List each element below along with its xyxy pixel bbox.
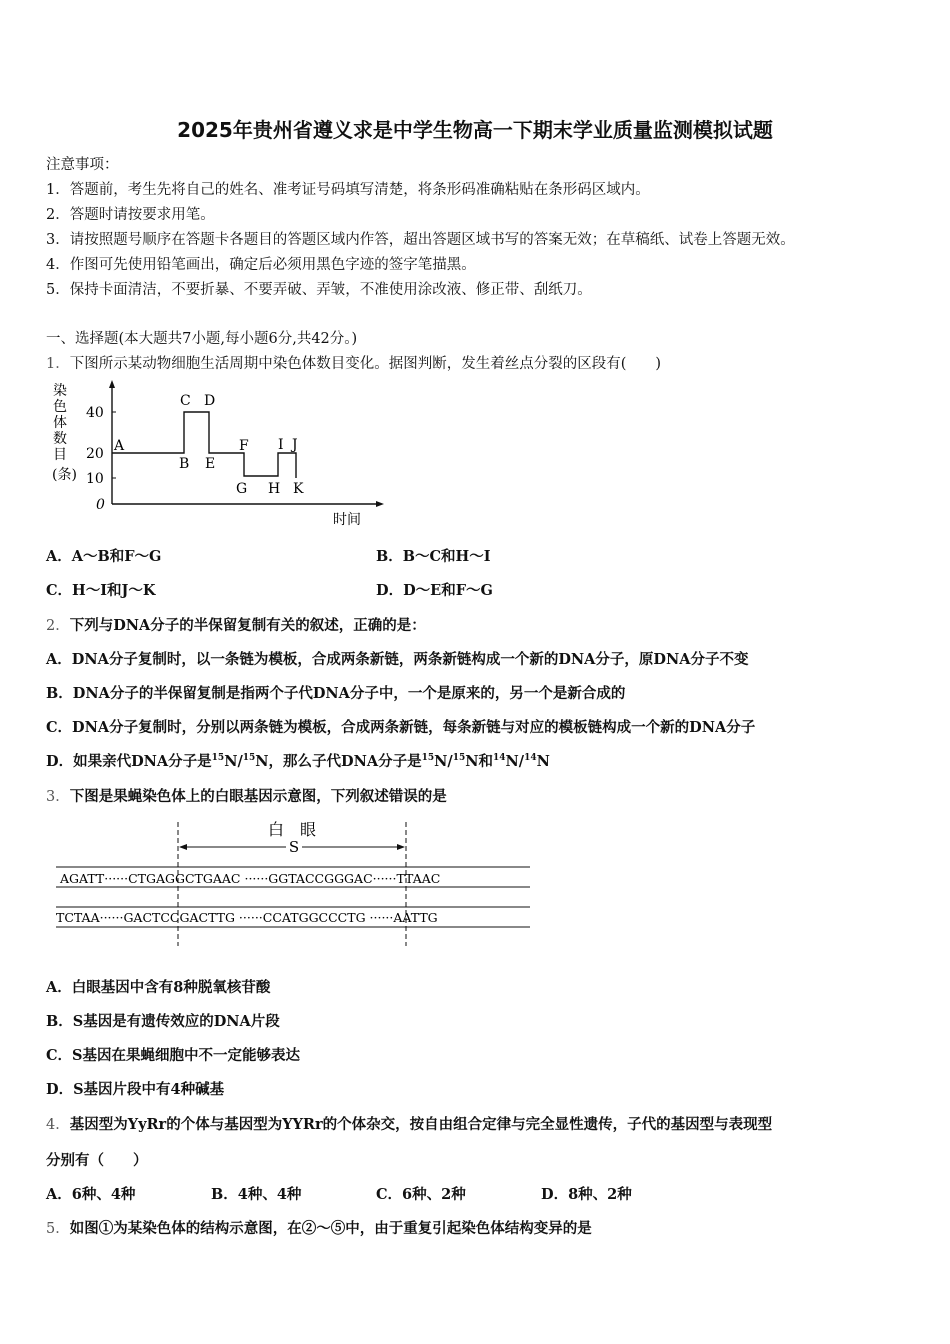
question-number: 5．: [46, 1221, 70, 1237]
question-text: 下图所示某动物细胞生活周期中染色体数目变化。据图判断，发生着丝点分裂的区段有( ): [69, 356, 662, 372]
question-text: 下图是果蝇染色体上的白眼基因示意图，下列叙述错误的是: [69, 788, 447, 805]
q4-option-a[interactable]: A．6种、4种: [46, 1186, 136, 1203]
point-label: J: [292, 437, 298, 453]
y-label-char: 目: [53, 447, 67, 463]
notice-item-5: 5．保持卡面清洁，不要折暴、不要弄破、弄皱，不准使用涂改液、修正带、刮纸刀。: [46, 282, 592, 298]
question-text: 如图①为某染色体的结构示意图，在②～⑤中，由于重复引起染色体结构变异的是: [69, 1220, 592, 1237]
y-tick: 20: [86, 446, 104, 462]
q3-option-c[interactable]: C．S基因在果蝇细胞中不一定能够表达: [46, 1047, 301, 1064]
white-eye-gene-figure: [54, 818, 534, 950]
chromosome-count-chart: [46, 378, 396, 528]
point-label: I: [278, 437, 284, 453]
question-number: 1．: [46, 356, 70, 372]
q3-option-a[interactable]: A．白眼基因中含有8种脱氧核苷酸: [46, 979, 271, 996]
q3-option-d[interactable]: D．S基因片段中有4种碱基: [46, 1081, 225, 1098]
point-label: C: [180, 393, 191, 409]
question-4-stem: [46, 1113, 772, 1134]
y-label-char: 体: [53, 415, 67, 431]
point-label: K: [293, 481, 304, 497]
q3-option-b[interactable]: B．S基因是有遗传效应的DNA片段: [46, 1013, 280, 1030]
notice-item-1: 1．答题前，考生先将自己的姓名、准考证号码填写清楚，将条形码准确粘贴在条形码区域内。: [46, 182, 650, 198]
y-label-char: 色: [53, 399, 67, 415]
question-4-stem-cont: 分别有（ ）: [46, 1152, 148, 1169]
point-label: A: [114, 438, 125, 454]
dna-strand-2: TCTAA······GACTCCGACTTG ······CCATGGCCCTG ······AATTG: [56, 910, 438, 925]
x-axis-arrow: [376, 501, 384, 507]
notice-item-2: 2．答题时请按要求用笔。: [46, 207, 215, 223]
question-2-stem: [46, 614, 426, 635]
q2-option-a[interactable]: A．DNA分子复制时，以一条链为模板，合成两条新链，两条新链构成一个新的DNA分子，原DNA分子不变: [46, 651, 749, 668]
s-label: S: [288, 838, 300, 856]
point-label: B: [179, 456, 190, 472]
y-tick-origin: 0: [96, 497, 105, 513]
point-label: H: [268, 481, 281, 497]
q1-option-b[interactable]: B．B～C和H～I: [376, 548, 491, 565]
s-arrow-right: [397, 844, 405, 850]
notice-item-3: 3．请按照题号顺序在答题卡各题目的答题区域内作答，超出答题区域书写的答案无效；在草稿纸、试卷上答题无效。: [46, 232, 795, 248]
y-label-char: 数: [53, 431, 67, 447]
q1-option-d[interactable]: D．D～E和F～G: [376, 582, 493, 599]
question-text: 下列与DNA分子的半保留复制有关的叙述，正确的是：: [69, 617, 426, 634]
x-axis-label: 时间: [333, 512, 361, 528]
gene-label: 白 眼: [267, 820, 317, 839]
chromosome-line: [112, 412, 296, 478]
q4-option-d[interactable]: D．8种、2种: [541, 1186, 632, 1203]
q2-option-b[interactable]: B．DNA分子的半保留复制是指两个子代DNA分子中，一个是原来的，另一个是新合成的: [46, 685, 626, 702]
y-tick: 40: [86, 405, 104, 421]
question-5-stem: [46, 1217, 592, 1238]
y-axis-arrow: [109, 380, 115, 388]
question-number: 2．: [46, 618, 70, 634]
q4-option-b[interactable]: B．4种、4种: [211, 1186, 302, 1203]
notice-heading: 注意事项：: [46, 157, 119, 173]
question-text: 基因型为YyRr的个体与基因型为YYRr的个体杂交，按自由组合定律与完全显性遗传，子代的基因型与表现型: [69, 1116, 773, 1133]
dna-strand-1: AGATT······CTGAGGCTGAAC ······GGTACCGGGAC······TTAAC: [60, 871, 441, 886]
q1-option-a[interactable]: A．A～B和F～G: [46, 548, 162, 565]
q4-option-c[interactable]: C．6种、2种: [376, 1186, 466, 1203]
point-label: E: [205, 456, 216, 472]
s-arrow-left: [179, 844, 187, 850]
q2-option-d[interactable]: D．如果亲代DNA分子是$^{15}$N/$^{15}$N，那么子代DNA分子是$^{15}$N/$^{15}$N和$^{14}$N/$^{14}$N: [46, 753, 550, 770]
point-label: G: [236, 481, 248, 497]
section-heading: 一、选择题(本大题共7小题,每小题6分,共42分。): [46, 331, 358, 347]
question-number: 3．: [46, 789, 70, 805]
point-label: D: [204, 393, 216, 409]
question-3-stem: [46, 785, 447, 806]
q1-option-c[interactable]: C．H～I和J～K: [46, 582, 156, 599]
question-number: 4．: [46, 1117, 70, 1133]
point-label: F: [239, 438, 249, 454]
y-label-char: 染: [53, 383, 67, 399]
notice-item-4: 4．作图可先使用铅笔画出，确定后必须用黑色字迹的签字笔描黑。: [46, 257, 476, 273]
question-1-stem: [46, 352, 661, 373]
page-title: 2025年贵州省遵义求是中学生物高一下期末学业质量监测模拟试题: [177, 118, 773, 142]
q2-option-c[interactable]: C．DNA分子复制时，分别以两条链为模板，合成两条新链，每条新链与对应的模板链构成一个新的DNA分子: [46, 719, 756, 736]
y-label-unit: (条): [52, 467, 77, 483]
y-tick: 10: [86, 471, 104, 487]
